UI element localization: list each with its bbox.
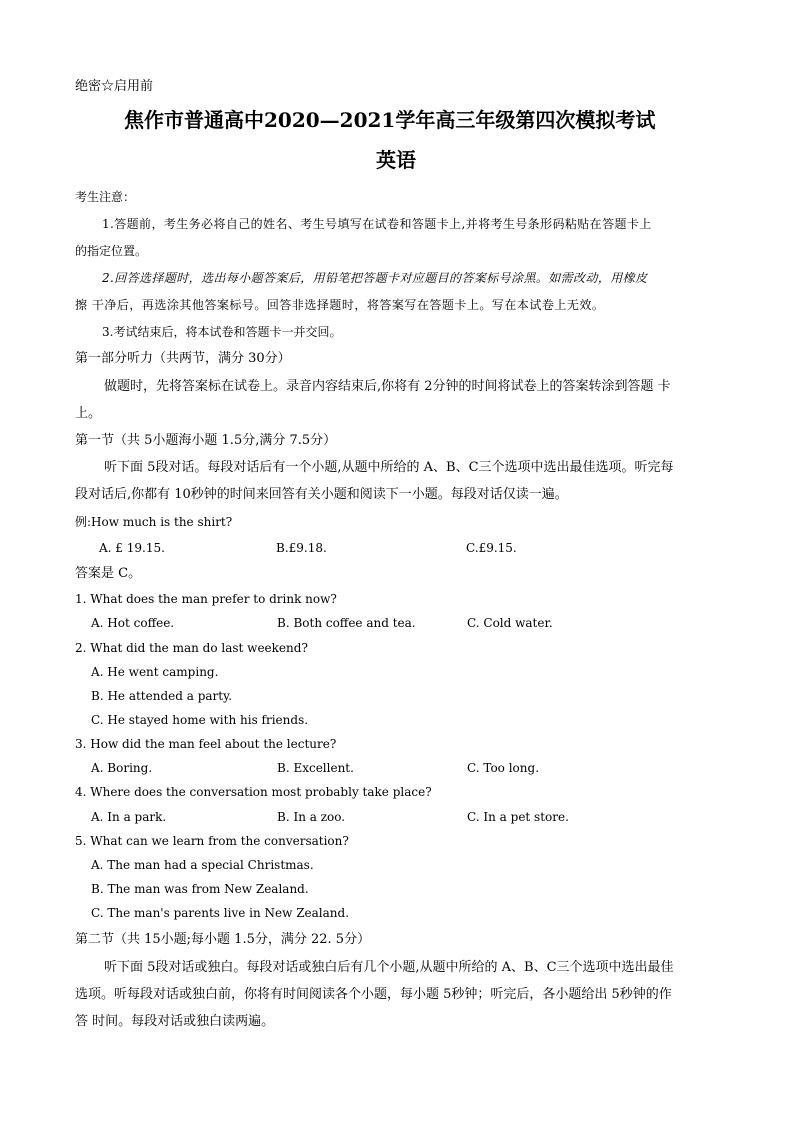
question-3-option-c: C. Too long. [467, 761, 540, 775]
exam-subject: 英语 [376, 148, 416, 172]
notice-item-3: 3.考试结束后，将本试卷和答题卡一并交回。 [102, 325, 342, 339]
question-5-option-c: C. The man's parents live in New Zealand. [91, 906, 350, 920]
exam-title: 焦作市普通高中2020—2021学年高三年级第四次模拟考试 [124, 108, 656, 132]
part1-heading: 第一部分听力（共两节，满分 30分） [75, 351, 291, 366]
section2-heading: 第二节（共 15小题;每小题 1.5分，满分 22. 5分） [75, 932, 371, 947]
example-answer: 答案是 C。 [75, 566, 142, 581]
example-option-c: C.£9.15. [466, 541, 517, 555]
question-1: 1. What does the man prefer to drink now? [75, 592, 337, 606]
section2-intro-line-1: 听下面 5段对话或独白。每段对话或独白后有几个小题,从题中所给的 A、B、C三个选项中选出最佳 [104, 960, 674, 975]
notice-heading: 考生注意： [75, 190, 136, 204]
question-5: 5. What can we learn from the conversation? [75, 834, 349, 848]
notice-item-1-line-2: 的指定位置。 [75, 244, 148, 258]
question-4: 4. Where does the conversation most probably take place? [75, 785, 432, 799]
question-2-option-c: C. He stayed home with his friends. [91, 713, 309, 727]
secret-mark: 绝密☆启用前 [75, 79, 154, 94]
section1-intro-line-2: 段对话后,你都有 10秒钟的时间来回答有关小题和阅读下一小题。每段对话仅读一遍。 [75, 487, 568, 502]
question-2: 2. What did the man do last weekend? [75, 641, 308, 655]
example-option-b: B.£9.18. [276, 541, 327, 555]
question-3: 3. How did the man feel about the lecture? [75, 737, 337, 751]
question-4-option-c: C. In a pet store. [467, 810, 569, 824]
section1-heading: 第一节（共 5小题海小题 1.5分,满分 7.5分） [75, 433, 337, 448]
section2-intro-line-2: 选项。听每段对话或独白前，你将有时间阅读各个小题，每小题 5秒钟；听完后，各小题给出 5秒钟的作 [75, 987, 672, 1002]
question-1-option-b: B. Both coffee and tea. [277, 616, 416, 630]
example-question: 例:How much is the shirt? [75, 515, 233, 529]
question-4-option-a: A. In a park. [91, 810, 167, 824]
question-1-option-c: C. Cold water. [467, 616, 553, 630]
notice-item-2-line-2: 擦 干净后，再选涂其他答案标号。回答非选择题时，将答案写在答题卡上。写在本试卷上无效。 [75, 298, 605, 312]
example-option-a: A. £ 19.15. [99, 541, 165, 555]
question-4-option-b: B. In a zoo. [277, 810, 346, 824]
section1-intro-line-1: 听下面 5段对话。每段对话后有一个小题,从题中所给的 A、B、C三个选项中选出最佳选项。听完每 [104, 460, 674, 475]
question-1-option-a: A. Hot coffee. [91, 616, 175, 630]
section2-intro-line-3: 答 时间。每段对话或独白读两遍。 [75, 1014, 275, 1029]
question-3-option-a: A. Boring. [91, 761, 153, 775]
question-5-option-a: A. The man had a special Christmas. [91, 858, 314, 872]
part1-intro-line-1: 做题时，先将答案标在试卷上。录音内容结束后,你将有 2分钟的时间将试卷上的答案转涂到答题 卡 [104, 379, 671, 394]
question-2-option-b: B. He attended a party. [91, 689, 233, 703]
notice-item-1-line-1: 1.答题前，考生务必将自己的姓名、考生号填写在试卷和答题卡上,并将考生号条形码粘贴在答题卡上 [102, 217, 652, 231]
question-3-option-b: B. Excellent. [277, 761, 354, 775]
notice-item-2-line-1: 2.回答选择题时，选出每小题答案后，用铅笔把答题卡对应题目的答案标号涂黑。如需改动，用橡皮 [102, 271, 648, 285]
question-2-option-a: A. He went camping. [91, 665, 219, 679]
question-5-option-b: B. The man was from New Zealand. [91, 882, 309, 896]
part1-intro-line-2: 上。 [75, 406, 102, 421]
